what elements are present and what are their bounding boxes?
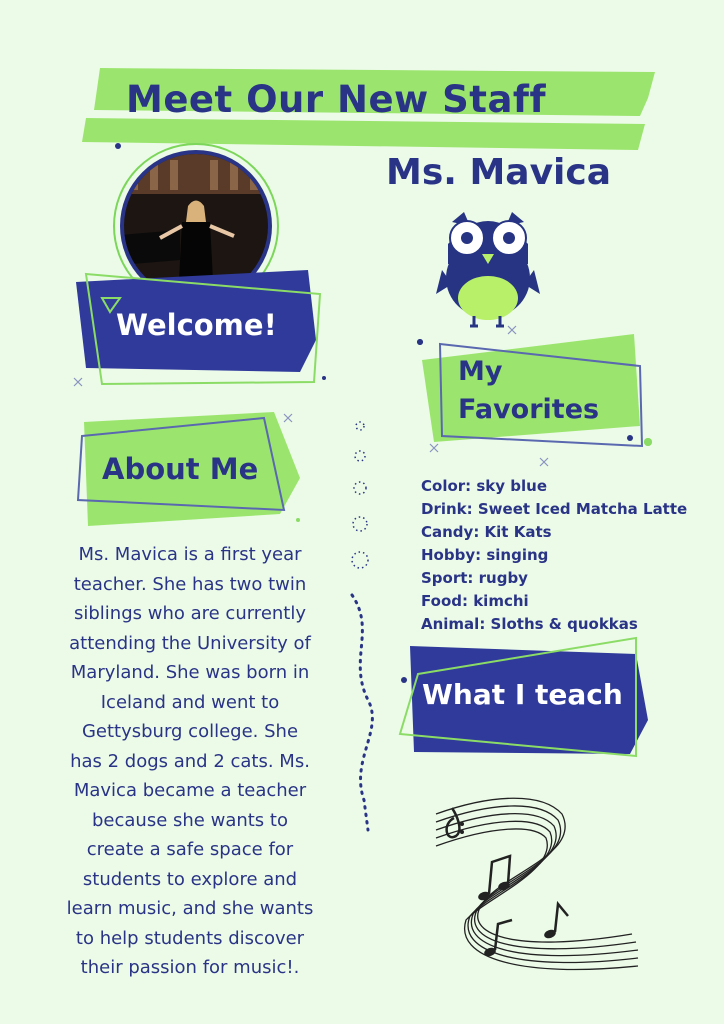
favorite-item: Sport: rugby — [421, 569, 528, 587]
about-line: Mavica became a teacher — [73, 780, 307, 801]
about-line: students to explore and — [82, 868, 298, 890]
favorites-label-line2: Favorites — [458, 394, 600, 425]
welcome-label: Welcome! — [116, 308, 277, 342]
about-line: Gettysburg college. She — [81, 721, 299, 742]
about-line: has 2 dogs and 2 cats. Ms. — [70, 750, 310, 772]
about-line: teacher. She has two twin — [73, 573, 307, 595]
about-line: Iceland and went to — [100, 691, 280, 713]
about-line: learn music, and she wants — [66, 898, 314, 919]
favorite-item: Candy: Kit Kats — [421, 523, 552, 541]
page-title: Meet Our New Staff — [126, 78, 547, 121]
about-line: to help students discover — [75, 927, 305, 949]
favorite-item: Color: sky blue — [421, 477, 548, 495]
favorite-item: Animal: Sloths & quokkas — [421, 615, 638, 633]
about-label: About Me — [102, 452, 259, 486]
about-line: create a safe space for — [86, 839, 294, 860]
favorite-item: Drink: Sweet Iced Matcha Latte — [421, 500, 688, 518]
about-line: attending the University of — [69, 632, 311, 654]
favorite-item: Hobby: singing — [421, 546, 549, 564]
favorites-label-line1: My — [458, 356, 503, 387]
about-line: Maryland. She was born in — [70, 662, 310, 683]
favorite-item: Food: kimchi — [421, 592, 529, 610]
about-line: Ms. Mavica is a first year — [78, 544, 302, 565]
about-line: siblings who are currently — [73, 603, 307, 624]
teach-label: What I teach — [422, 678, 623, 711]
about-line: because she wants to — [92, 809, 288, 831]
teacher-name: Ms. Mavica — [386, 152, 612, 193]
about-line: their passion for music!. — [80, 957, 300, 978]
